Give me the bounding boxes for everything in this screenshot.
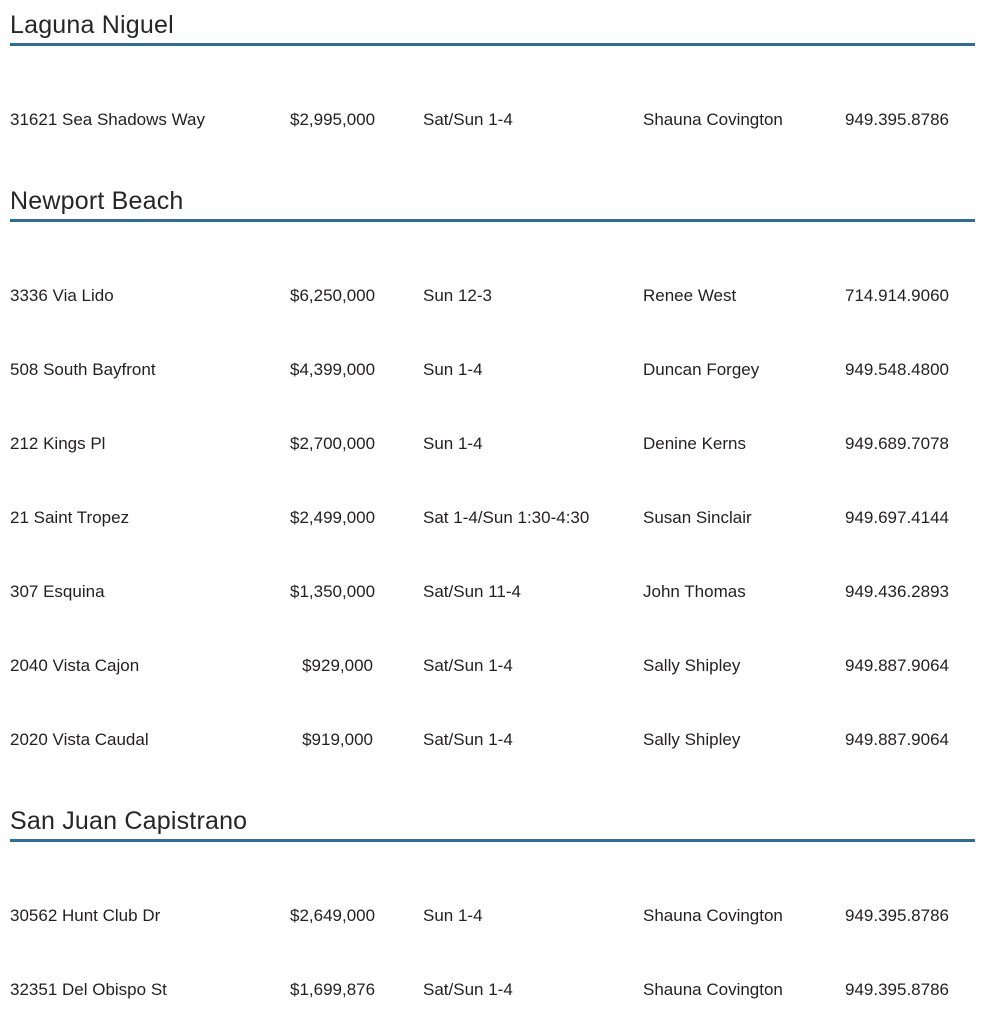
listing-row bbox=[10, 657, 975, 675]
listing-rows bbox=[10, 287, 975, 749]
listing-address: 508 South Bayfront bbox=[10, 360, 156, 379]
listing-price: $2,995,000 bbox=[290, 110, 376, 129]
listing-agent-phone: 949.697.4144 bbox=[845, 508, 949, 527]
city-section bbox=[10, 10, 975, 129]
listing-open-house-times: Sun 1-4 bbox=[423, 434, 483, 453]
listing-agent-phone: 949.395.8786 bbox=[845, 906, 949, 925]
listing-agent-phone: 949.887.9064 bbox=[845, 730, 949, 749]
listing-agent-name: Renee West bbox=[643, 286, 737, 305]
listing-row bbox=[10, 907, 975, 925]
listing-address: 30562 Hunt Club Dr bbox=[10, 906, 161, 925]
listing-row bbox=[10, 731, 975, 749]
listing-agent-name: Susan Sinclair bbox=[643, 508, 752, 527]
listing-agent-name: Shauna Covington bbox=[643, 906, 783, 925]
listing-address: 3336 Via Lido bbox=[10, 286, 114, 305]
listing-agent-phone: 949.436.2893 bbox=[845, 582, 949, 601]
listing-price: $2,499,000 bbox=[290, 508, 376, 527]
city-section-heading: Newport Beach bbox=[10, 186, 975, 222]
listing-agent-phone: 949.887.9064 bbox=[845, 656, 949, 675]
listing-row bbox=[10, 287, 975, 305]
listing-agent-name: John Thomas bbox=[643, 582, 746, 601]
listing-agent-name: Shauna Covington bbox=[643, 980, 783, 999]
listing-rows bbox=[10, 111, 975, 129]
listing-open-house-times: Sat/Sun 1-4 bbox=[423, 730, 513, 749]
listing-price: $4,399,000 bbox=[290, 360, 376, 379]
listing-address: 31621 Sea Shadows Way bbox=[10, 110, 205, 129]
listing-price: $929,000 bbox=[302, 656, 373, 675]
city-section-heading: Laguna Niguel bbox=[10, 10, 975, 46]
listing-open-house-times: Sat/Sun 1-4 bbox=[423, 980, 513, 999]
listing-row bbox=[10, 509, 975, 527]
listing-agent-name: Denine Kerns bbox=[643, 434, 747, 453]
listing-price: $919,000 bbox=[302, 730, 373, 749]
listing-open-house-times: Sat/Sun 1-4 bbox=[423, 110, 513, 129]
listing-agent-phone: 949.395.8786 bbox=[845, 980, 949, 999]
listing-price: $1,350,000 bbox=[290, 582, 376, 601]
city-section bbox=[10, 186, 975, 749]
listing-address: 307 Esquina bbox=[10, 582, 105, 601]
listing-agent-name: Sally Shipley bbox=[643, 656, 741, 675]
listing-address: 32351 Del Obispo St bbox=[10, 980, 167, 999]
listing-agent-name: Shauna Covington bbox=[643, 110, 783, 129]
listing-rows bbox=[10, 907, 975, 999]
listing-address: 2020 Vista Caudal bbox=[10, 730, 149, 749]
listing-open-house-times: Sun 1-4 bbox=[423, 906, 483, 925]
listing-address: 2040 Vista Cajon bbox=[10, 656, 140, 675]
listing-agent-name: Sally Shipley bbox=[643, 730, 741, 749]
listing-agent-phone: 714.914.9060 bbox=[845, 286, 949, 305]
open-house-listings-document bbox=[10, 10, 975, 999]
listing-price: $2,649,000 bbox=[290, 906, 376, 925]
listing-row bbox=[10, 981, 975, 999]
city-section-heading: San Juan Capistrano bbox=[10, 806, 975, 842]
listing-row bbox=[10, 361, 975, 379]
listing-agent-name: Duncan Forgey bbox=[643, 360, 760, 379]
listing-row bbox=[10, 111, 975, 129]
listing-price: $2,700,000 bbox=[290, 434, 376, 453]
listing-row bbox=[10, 435, 975, 453]
listing-open-house-times: Sun 1-4 bbox=[423, 360, 483, 379]
city-section bbox=[10, 806, 975, 999]
listing-open-house-times: Sat/Sun 1-4 bbox=[423, 656, 513, 675]
listing-agent-phone: 949.548.4800 bbox=[845, 360, 949, 379]
listing-price: $6,250,000 bbox=[290, 286, 376, 305]
listing-row bbox=[10, 583, 975, 601]
listing-address: 21 Saint Tropez bbox=[10, 508, 130, 527]
listing-address: 212 Kings Pl bbox=[10, 434, 106, 453]
listing-price: $1,699,876 bbox=[290, 980, 376, 999]
listing-agent-phone: 949.395.8786 bbox=[845, 110, 949, 129]
listing-open-house-times: Sun 12-3 bbox=[423, 286, 492, 305]
listing-open-house-times: Sat/Sun 11-4 bbox=[423, 582, 521, 601]
listing-agent-phone: 949.689.7078 bbox=[845, 434, 949, 453]
listing-open-house-times: Sat 1-4/Sun 1:30-4:30 bbox=[423, 508, 590, 527]
